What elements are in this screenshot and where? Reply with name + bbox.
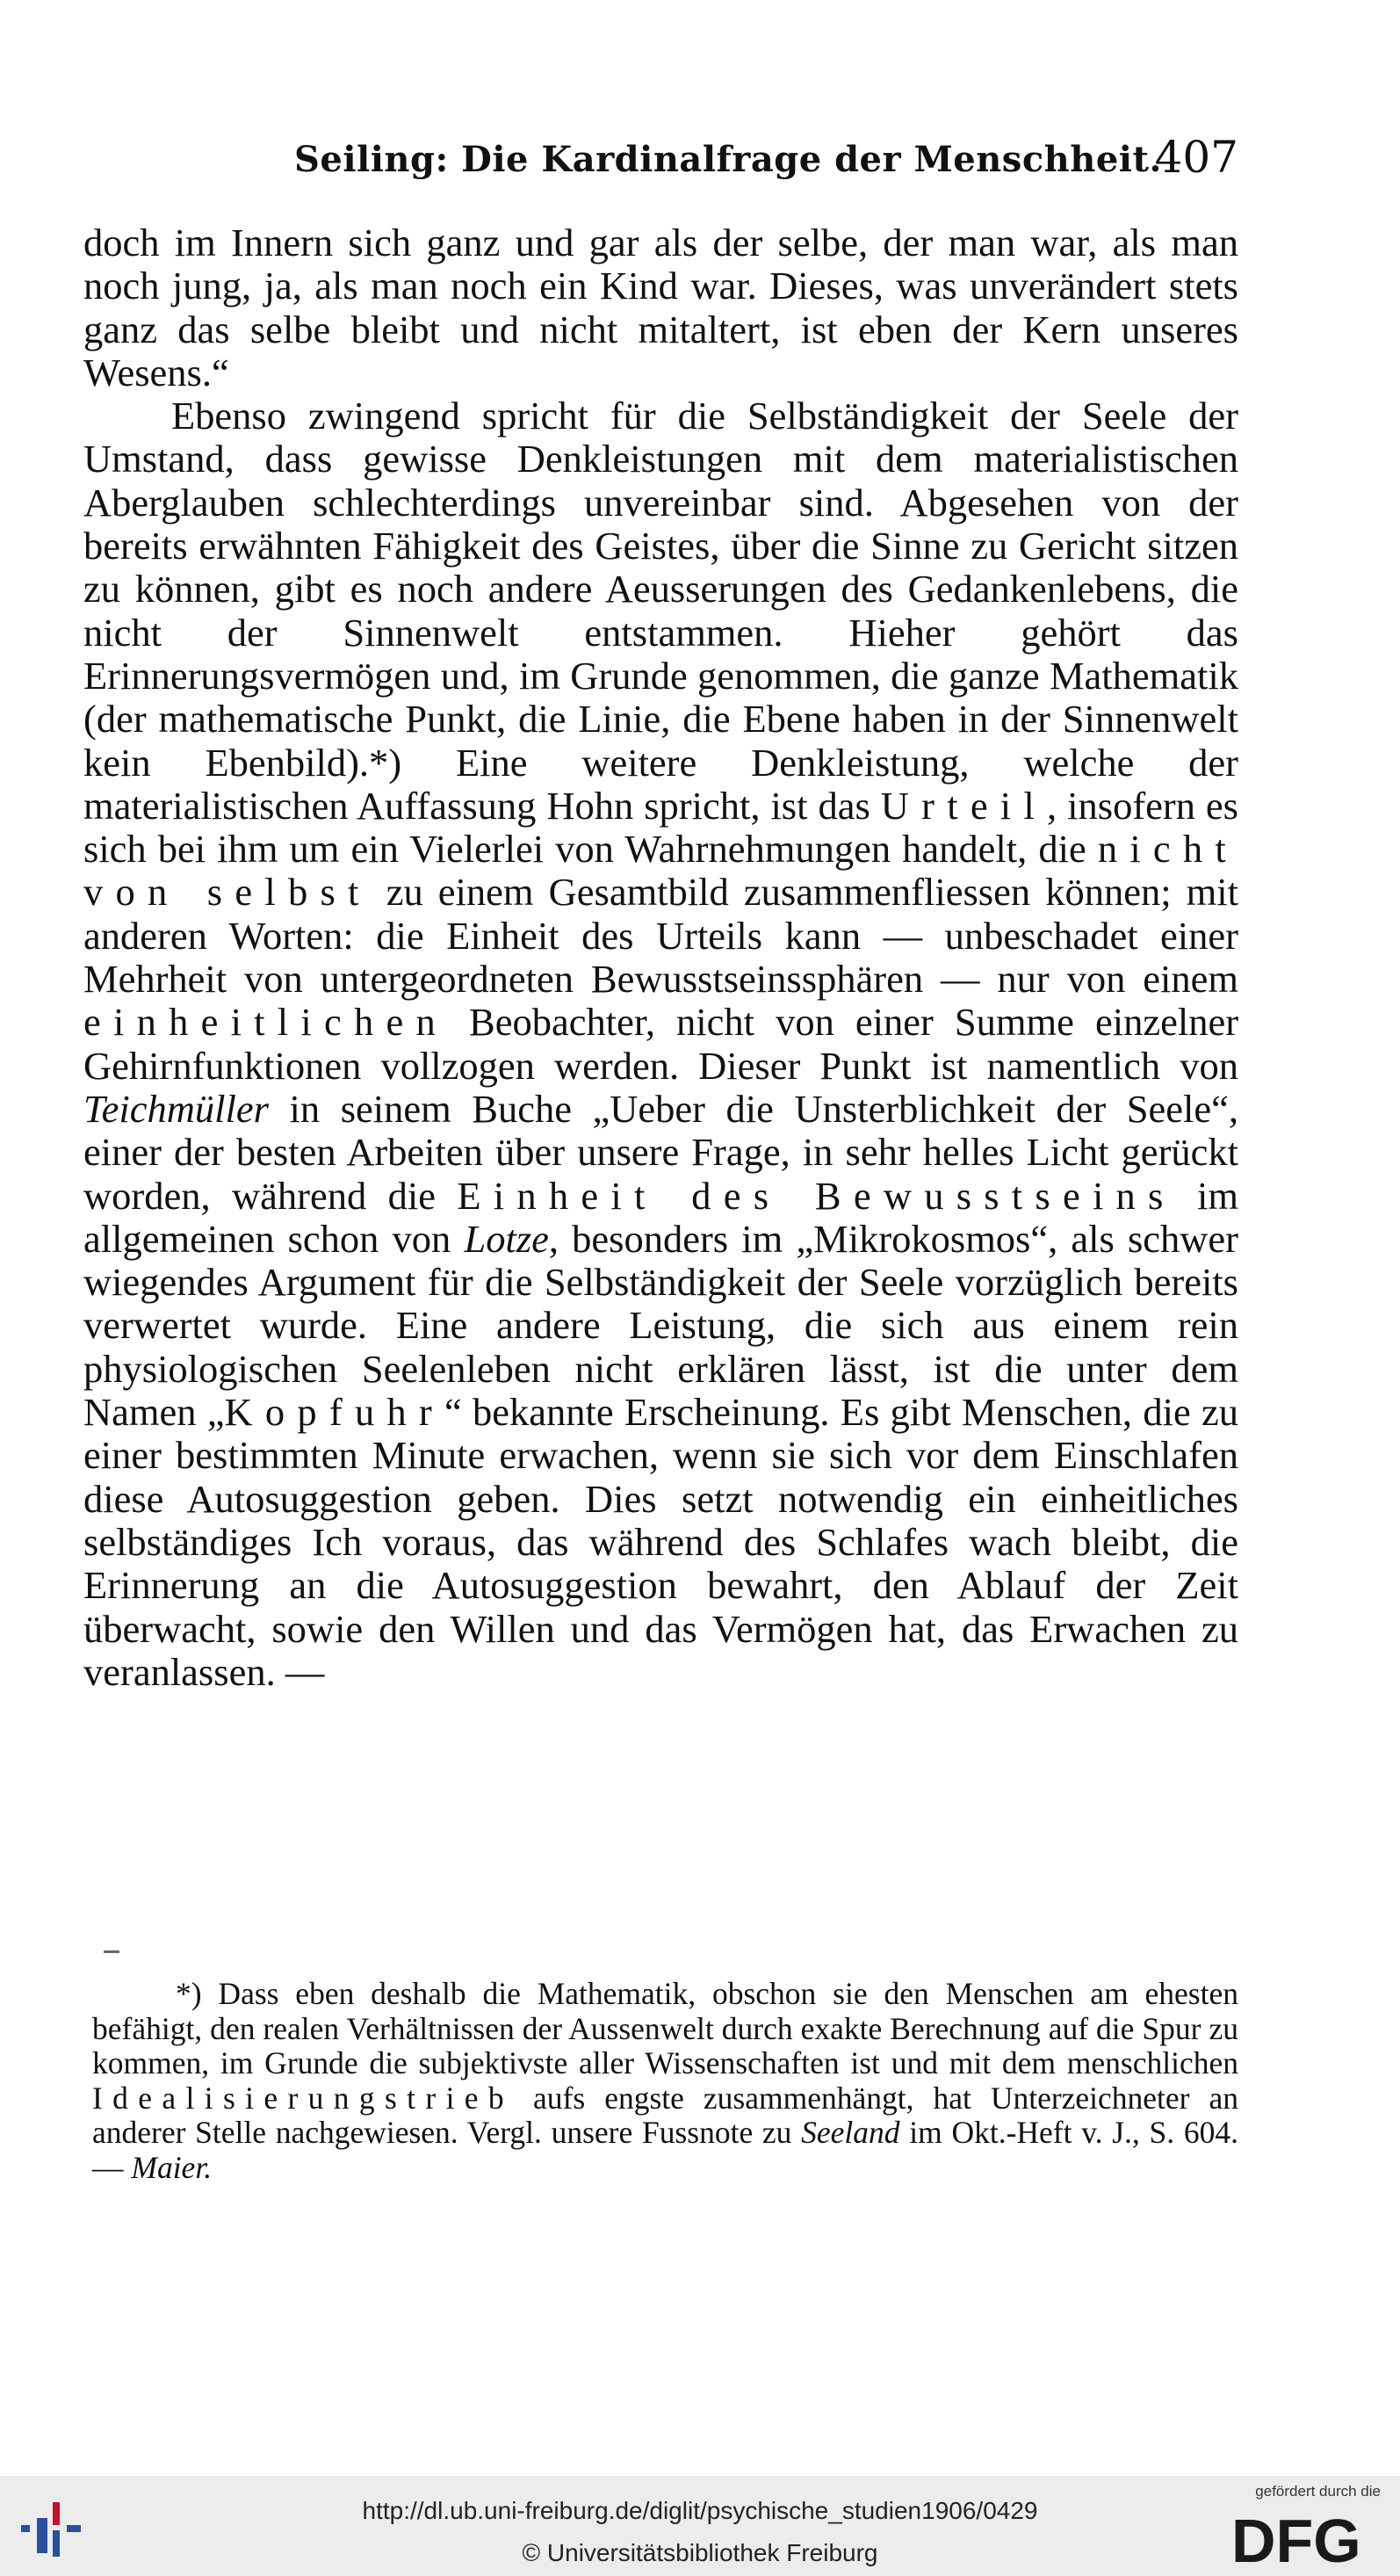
text-run: im Okt.-Heft v. J., S. 604. — <box>92 2115 1238 2185</box>
author-name-teichmueller: Teichmüller <box>83 1086 269 1131</box>
page-header <box>83 130 1238 192</box>
footnote <box>92 1977 1238 2185</box>
footnote-paragraph <box>92 1977 1238 2185</box>
dfg-caption: gefördert durch die <box>1255 2483 1381 2500</box>
spaced-term-einheitlichen: einheitlichen <box>83 1000 448 1045</box>
text-run: *) Dass eben deshalb die Mathematik, obschon sie den Menschen am ehesten befähigt, den realen Verhältnissen der Aussenwelt durch exakte Berechnung auf die Spur zu kommen, im Grunde die subjektivste aller Wissenschaften ist und mit dem menschlichen <box>92 1976 1238 2080</box>
paragraph-2 <box>83 394 1238 1694</box>
body-text <box>83 221 1238 1694</box>
text-run: im allgemeinen schon von <box>83 1173 1238 1261</box>
library-footer-bar <box>0 2476 1400 2576</box>
text-run: Ebenso zwingend spricht für die Selbständigkeit der Seele der Umstand, dass gewisse Denkleistungen mit dem materialistischen Aberglauben schlechterdings unvereinbar sind. Abgesehen von der bereits erwähnten Fähigkeit des Geistes, über die Sinne zu Gericht sitzen zu können, gibt es noch andere Aeusserungen des Gedankenlebens, die nicht der Sinnenwelt entstammen. Hieher gehört das Erinnerungsvermögen und, im Grunde genommen, die ganze Mathematik (der mathematische Punkt, die Linie, die Ebene haben in der Sinnenwelt kein Ebenbild).*) Eine weitere Denkleistung, welche der materialistischen Auffassung Hohn spricht, ist das <box>83 394 1238 828</box>
copyright-notice: © Universitätsbibliothek Freiburg <box>522 2539 878 2566</box>
text-run: “ bekannte Erscheinung. Es gibt Menschen, die zu einer bestimmten Minute erwachen, wenn sie sich vor dem Einschlafen diese Autosuggestion geben. Dies setzt notwendig ein einheitliches selbständiges Ich voraus, das während des Schlafes wach bleibt, die Erinnerung an die Autosuggestion bewahrt, den Ablauf der Zeit überwacht, sowie den Willen und das Vermögen hat, das Erwachen zu veranlassen. — <box>83 1390 1238 1694</box>
spaced-term-nicht-von-selbst: nicht von selbst <box>83 827 1239 915</box>
spaced-term-urteil: Urteil <box>880 783 1048 828</box>
footnote-separator <box>104 1950 119 1953</box>
journal-name-seeland: Seeland <box>801 2115 900 2150</box>
text-run: aufs engste zusammenhängt, hat Unterzeichneter an anderer Stelle nachgewiesen. Vergl. unsere Fussnote zu <box>92 2080 1238 2150</box>
spaced-term-idealisierungstrieb: Idealisierungstrieb <box>92 2080 515 2116</box>
running-title: Seiling: Die Kardinalfrage der Menschheit. <box>294 139 1162 180</box>
author-signature-maier: Maier. <box>131 2149 213 2185</box>
spaced-term-kopfuhr: Kopfuhr <box>224 1390 444 1435</box>
text-run: , insofern es sich bei ihm um ein Vielerlei von Wahrnehmungen handelt, die <box>83 783 1239 872</box>
dfg-sponsor-block <box>1223 2483 1381 2571</box>
text-run: , besonders im „Mikrokosmos“, als schwer wiegendes Argument für die Selbständigkeit der Seele vorzüglich bereits verwertet wurde. Eine andere Leistung, die sich aus einem rein physiologischen Seelenleben nicht erklären lässt, ist die unter dem Namen „ <box>83 1216 1238 1435</box>
author-name-lotze: Lotze <box>464 1216 549 1261</box>
text-run: Beobachter, nicht von einer Summe einzelner Gehirnfunktionen vollzogen werden. Dieser Punkt ist namentlich von <box>83 1000 1239 1088</box>
text-run: in seinem Buche „Ueber die Unsterblichkeit der Seele“, einer der besten Arbeiten über unsere Frage, in sehr helles Licht gerückt worden, während die <box>83 1086 1239 1218</box>
text-run: zu einem Gesamtbild zusammenfliessen können; mit anderen Worten: die Einheit des Urteils kann — unbeschadet einer Mehrheit von untergeordneten Bewusstseinssphären — nur von einem <box>83 870 1238 1002</box>
spaced-term-einheit-des-bewusstseins: Einheit des Bewusstseins <box>457 1173 1176 1218</box>
document-url-link[interactable]: http://dl.ub.uni-freiburg.de/diglit/psychische_studien1906/0429 <box>362 2497 1038 2524</box>
dfg-logo-icon <box>1231 2507 1381 2569</box>
page-number: 407 <box>1154 132 1238 183</box>
paragraph-1: doch im Innern sich ganz und gar als der selbe, der man war, als man noch jung, ja, als man noch ein Kind war. Dieses, was unverändert stets ganz das selbe bleibt und nicht mitaltert, ist eben der Kern unseres Wesens.“ <box>83 221 1238 394</box>
dfg-logo-text: DFG <box>1231 2507 1361 2569</box>
